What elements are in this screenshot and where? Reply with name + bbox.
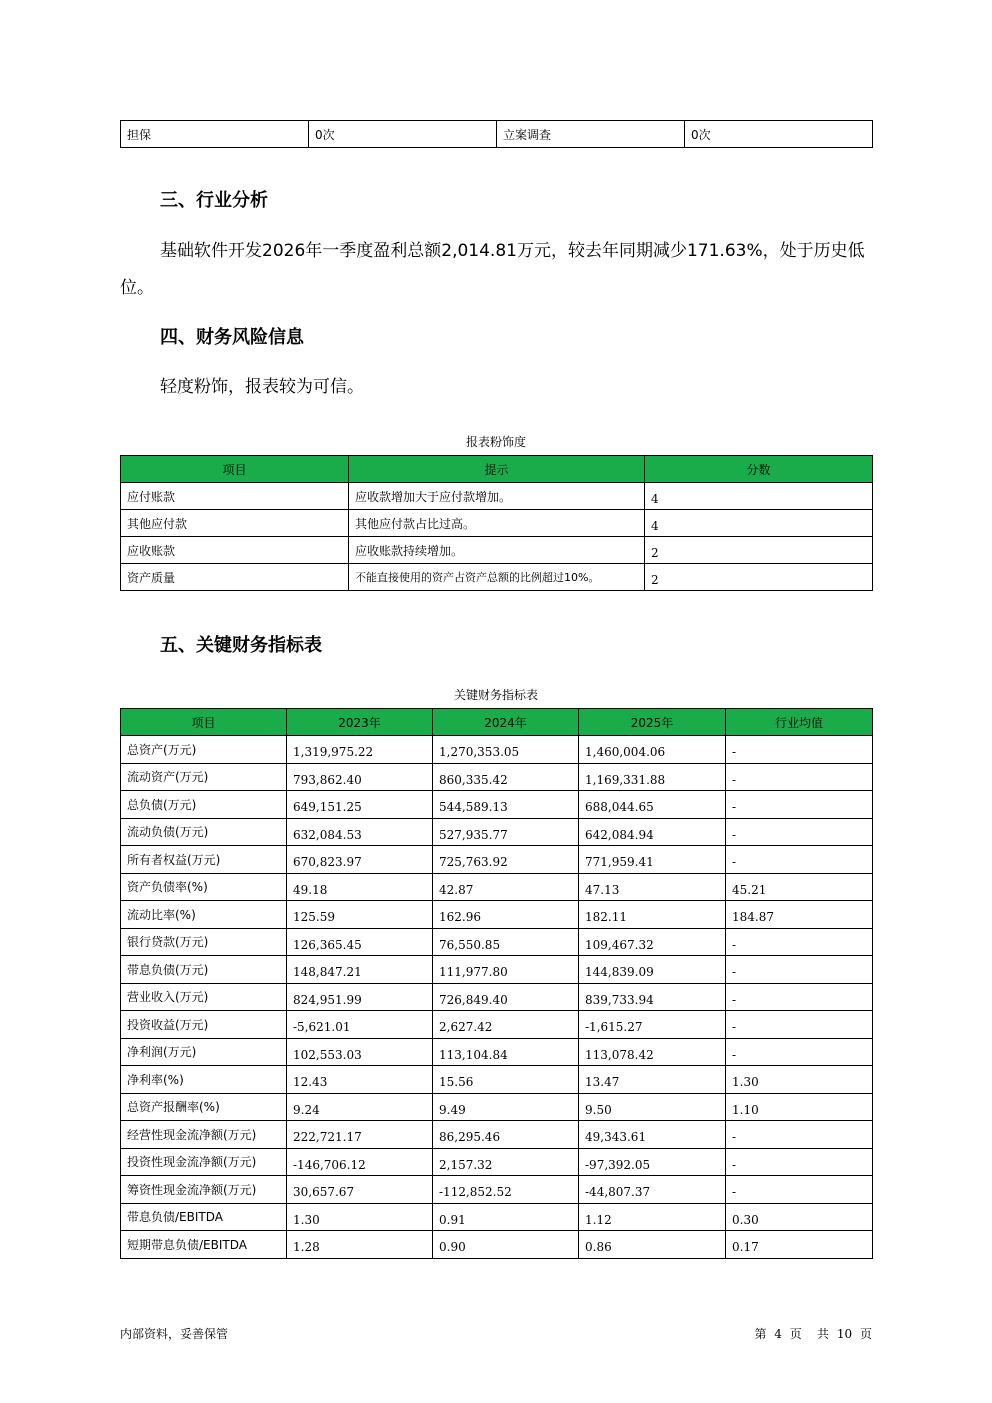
table-row: [121, 901, 873, 929]
row-value: 1,319,975.22: [287, 736, 433, 764]
row-value: 47.13: [579, 873, 726, 901]
row-item: 投资性现金流净额(万元): [121, 1148, 287, 1176]
row-value: -: [726, 1176, 873, 1204]
row-item: 资产负债率(%): [121, 873, 287, 901]
row-value: 144,839.09: [579, 956, 726, 984]
header-2023: 2023年: [287, 709, 433, 736]
row-value: -146,706.12: [287, 1148, 433, 1176]
row-item: 资产质量: [121, 564, 349, 591]
row-item: 短期带息负债/EBITDA: [121, 1231, 287, 1259]
row-value: 632,084.53: [287, 818, 433, 846]
row-value: -: [726, 736, 873, 764]
row-value: 860,335.42: [433, 763, 579, 791]
row-item: 经营性现金流净额(万元): [121, 1121, 287, 1149]
indicator-table-caption: 关键财务指标表: [453, 688, 538, 702]
row-value: 148,847.21: [287, 956, 433, 984]
table-row: [121, 846, 873, 874]
row-value: 1.12: [579, 1203, 726, 1231]
footer-page-info: [754, 1325, 872, 1342]
row-value: 642,084.94: [579, 818, 726, 846]
row-hint: 其他应付款占比过高。: [349, 510, 645, 537]
row-value: 125.59: [287, 901, 433, 929]
table-row: [121, 763, 873, 791]
table-row: [121, 1121, 873, 1149]
table-row: [121, 818, 873, 846]
cell-value-guarantee: 0次: [309, 121, 497, 148]
table-row: [121, 1011, 873, 1039]
row-value: -: [726, 928, 873, 956]
section4-text: 轻度粉饰，报表较为可信。: [160, 377, 364, 397]
row-item: 净利率(%): [121, 1066, 287, 1094]
row-value: 0.90: [433, 1231, 579, 1259]
row-item: 总资产(万元): [121, 736, 287, 764]
header-item: 项目: [121, 709, 287, 736]
row-value: -1,615.27: [579, 1011, 726, 1039]
row-value: 1.30: [726, 1066, 873, 1094]
row-score: 4: [645, 510, 873, 537]
row-value: 9.49: [433, 1093, 579, 1121]
row-value: 113,078.42: [579, 1038, 726, 1066]
row-value: 126,365.45: [287, 928, 433, 956]
table-row: [121, 1038, 873, 1066]
row-hint: 应收账款持续增加。: [349, 537, 645, 564]
header-industry-avg: 行业均值: [726, 709, 873, 736]
table-row: [121, 1148, 873, 1176]
row-item: 应收账款: [121, 537, 349, 564]
row-score: 2: [645, 537, 873, 564]
row-value: 0.17: [726, 1231, 873, 1259]
row-value: 45.21: [726, 873, 873, 901]
row-value: 76,550.85: [433, 928, 579, 956]
cell-value-investigation: 0次: [685, 121, 873, 148]
footer-page-mid: 页: [789, 1327, 802, 1341]
row-value: -: [726, 1038, 873, 1066]
row-score: 2: [645, 564, 873, 591]
row-value: 222,721.17: [287, 1121, 433, 1149]
row-value: 1,460,004.06: [579, 736, 726, 764]
row-value: 42.87: [433, 873, 579, 901]
row-item: 应付账款: [121, 483, 349, 510]
row-value: 113,104.84: [433, 1038, 579, 1066]
table-row: [121, 956, 873, 984]
table-row: [121, 873, 873, 901]
row-value: 649,151.25: [287, 791, 433, 819]
row-value: -: [726, 983, 873, 1011]
row-value: 2,157.32: [433, 1148, 579, 1176]
row-item: 带息负债/EBITDA: [121, 1203, 287, 1231]
table-row: [121, 736, 873, 764]
row-value: -: [726, 846, 873, 874]
table-row: [121, 791, 873, 819]
row-item: 投资收益(万元): [121, 1011, 287, 1039]
row-value: 109,467.32: [579, 928, 726, 956]
row-value: 726,849.40: [433, 983, 579, 1011]
row-value: 771,959.41: [579, 846, 726, 874]
row-value: 1,169,331.88: [579, 763, 726, 791]
row-value: 839,733.94: [579, 983, 726, 1011]
row-value: 12.43: [287, 1066, 433, 1094]
row-value: 30,657.67: [287, 1176, 433, 1204]
row-value: -: [726, 1121, 873, 1149]
row-value: 86,295.46: [433, 1121, 579, 1149]
row-value: -: [726, 956, 873, 984]
row-value: 182.11: [579, 901, 726, 929]
row-value: -: [726, 1011, 873, 1039]
header-2025: 2025年: [579, 709, 726, 736]
row-value: 184.87: [726, 901, 873, 929]
top-risk-table: [120, 120, 873, 148]
row-item: 营业收入(万元): [121, 983, 287, 1011]
row-value: 49.18: [287, 873, 433, 901]
row-item: 其他应付款: [121, 510, 349, 537]
row-value: -44,807.37: [579, 1176, 726, 1204]
row-value: 1.28: [287, 1231, 433, 1259]
section5-title: 五、关键财务指标表: [160, 635, 322, 656]
row-score: 4: [645, 483, 873, 510]
footer-total-prefix: 共: [817, 1327, 830, 1341]
row-value: 15.56: [433, 1066, 579, 1094]
row-value: 9.24: [287, 1093, 433, 1121]
row-item: 总负债(万元): [121, 791, 287, 819]
row-item: 总资产报酬率(%): [121, 1093, 287, 1121]
row-value: -5,621.01: [287, 1011, 433, 1039]
row-value: 111,977.80: [433, 956, 579, 984]
row-value: 544,589.13: [433, 791, 579, 819]
header-hint: 提示: [349, 456, 645, 483]
row-item: 带息负债(万元): [121, 956, 287, 984]
footer-page-prefix: 第: [754, 1327, 767, 1341]
row-value: 688,044.65: [579, 791, 726, 819]
row-hint: 不能直接使用的资产占资产总额的比例超过10%。: [349, 564, 645, 591]
row-value: 1.10: [726, 1093, 873, 1121]
table-row: [121, 1203, 873, 1231]
header-item: 项目: [121, 456, 349, 483]
row-value: 793,862.40: [287, 763, 433, 791]
whitewash-table: [120, 455, 873, 591]
row-value: -: [726, 763, 873, 791]
section3-text-line2: 位。: [120, 278, 154, 298]
row-item: 流动比率(%): [121, 901, 287, 929]
row-value: -112,852.52: [433, 1176, 579, 1204]
row-value: 1.30: [287, 1203, 433, 1231]
row-value: 0.91: [433, 1203, 579, 1231]
row-item: 流动负债(万元): [121, 818, 287, 846]
row-item: 筹资性现金流净额(万元): [121, 1176, 287, 1204]
row-value: 527,935.77: [433, 818, 579, 846]
header-score: 分数: [645, 456, 873, 483]
row-value: 102,553.03: [287, 1038, 433, 1066]
row-value: 824,951.99: [287, 983, 433, 1011]
table-row: [121, 928, 873, 956]
cell-label-guarantee: 担保: [121, 121, 309, 148]
row-value: 2,627.42: [433, 1011, 579, 1039]
row-item: 净利润(万元): [121, 1038, 287, 1066]
section3-title: 三、行业分析: [160, 190, 268, 211]
table-row: [121, 983, 873, 1011]
row-value: 725,763.92: [433, 846, 579, 874]
row-item: 所有者权益(万元): [121, 846, 287, 874]
footer-confidential: 内部资料，妥善保管: [120, 1327, 229, 1341]
row-value: 1,270,353.05: [433, 736, 579, 764]
row-value: 13.47: [579, 1066, 726, 1094]
table-row: [121, 1176, 873, 1204]
row-hint: 应收款增加大于应付款增加。: [349, 483, 645, 510]
row-item: 银行贷款(万元): [121, 928, 287, 956]
row-value: 162.96: [433, 901, 579, 929]
table-row: [121, 510, 873, 537]
row-value: -: [726, 791, 873, 819]
row-value: 0.86: [579, 1231, 726, 1259]
indicator-table: [120, 708, 873, 1259]
footer-page-num: 4: [774, 1327, 782, 1341]
row-value: -: [726, 818, 873, 846]
table-row: [121, 1066, 873, 1094]
cell-label-investigation: 立案调查: [497, 121, 685, 148]
section4-title: 四、财务风险信息: [160, 327, 304, 348]
whitewash-table-caption: 报表粉饰度: [465, 435, 526, 449]
row-value: 49,343.61: [579, 1121, 726, 1149]
row-value: 670,823.97: [287, 846, 433, 874]
row-value: -97,392.05: [579, 1148, 726, 1176]
footer-total-suffix: 页: [859, 1327, 872, 1341]
row-value: 9.50: [579, 1093, 726, 1121]
header-2024: 2024年: [433, 709, 579, 736]
row-value: 0.30: [726, 1203, 873, 1231]
row-item: 流动资产(万元): [121, 763, 287, 791]
section3-text-line1: 基础软件开发2026年一季度盈利总额2,014.81万元，较去年同期减少171.63%，处于历史低: [160, 241, 865, 261]
table-row: [121, 483, 873, 510]
table-row: [121, 1231, 873, 1259]
row-value: -: [726, 1148, 873, 1176]
table-row: [121, 537, 873, 564]
table-row: [121, 1093, 873, 1121]
table-row: [121, 564, 873, 591]
footer-total-num: 10: [836, 1327, 853, 1341]
